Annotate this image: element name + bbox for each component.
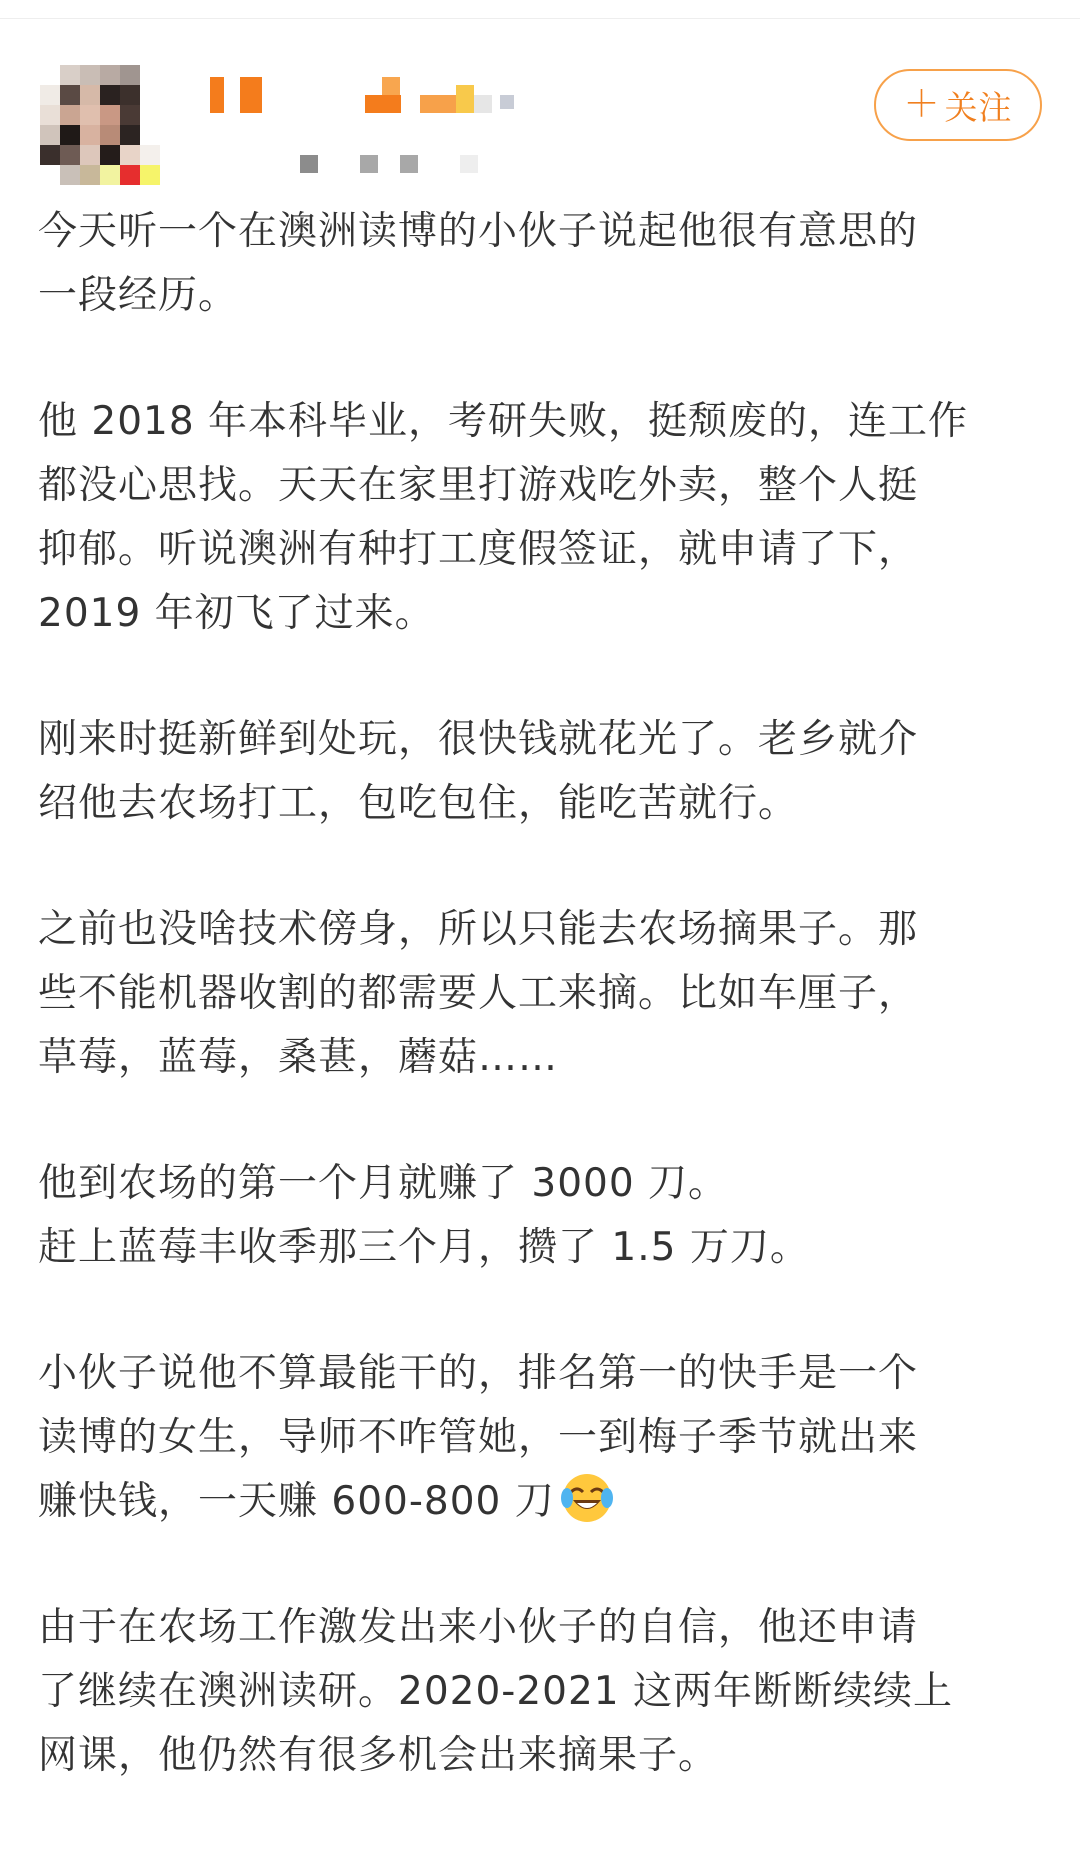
post-paragraph-2: [38, 390, 1048, 646]
text-line: 小伙子说他不算最能干的，排名第一的快手是一个: [38, 1351, 919, 1396]
text-line: 他 2018 年本科毕业，考研失败，挺颓废的，连工作: [38, 399, 969, 444]
text-line: 赶上蓝莓丰收季那三个月，攒了 1.5 万刀。: [38, 1225, 810, 1270]
text-line: 今天听一个在澳洲读博的小伙子说起他很有意思的: [38, 209, 919, 254]
post-content: [38, 200, 1048, 1850]
username-redacted[interactable]: [210, 77, 550, 117]
top-divider: [0, 0, 1080, 19]
text-line: 读博的女生，导师不咋管她，一到梅子季节就出来: [38, 1415, 919, 1460]
text-line: 草莓，蓝莓，桑葚，蘑菇……: [38, 1035, 559, 1080]
text-line: 之前也没啥技术傍身，所以只能去农场摘果子。那: [38, 907, 919, 952]
post-paragraph-6: [38, 1342, 1048, 1534]
post-paragraph-3: [38, 708, 1048, 836]
post-paragraph-4: [38, 898, 1048, 1090]
text-line: 2019 年初飞了过来。: [38, 591, 435, 636]
text-line: 网课，他仍然有很多机会出来摘果子。: [38, 1733, 719, 1778]
follow-button[interactable]: [874, 69, 1042, 141]
post-meta-redacted: [300, 155, 560, 175]
text-line: 了继续在澳洲读研。2020-2021 这两年断断续续上: [38, 1669, 953, 1714]
post-header: [0, 55, 1080, 185]
text-line-with-emoji: [38, 1470, 1048, 1534]
text-line: 他到农场的第一个月就赚了 3000 刀。: [38, 1161, 729, 1206]
text-line: 赚快钱，一天赚 600-800 刀: [38, 1479, 555, 1524]
text-line: 一段经历。: [38, 273, 239, 318]
text-line: 绍他去农场打工，包吃包住，能吃苦就行。: [38, 781, 799, 826]
post-paragraph-1: [38, 200, 1048, 328]
text-line: 都没心思找。天天在家里打游戏吃外卖，整个人挺: [38, 463, 919, 508]
text-line: 抑郁。听说澳洲有种打工度假签证，就申请了下，: [38, 527, 919, 572]
avatar[interactable]: [40, 65, 160, 185]
text-line: 刚来时挺新鲜到处玩，很快钱就花光了。老乡就介: [38, 717, 919, 762]
follow-label: 关注: [944, 87, 1013, 127]
post-paragraph-7: [38, 1596, 1048, 1788]
plus-icon: ＋: [903, 84, 941, 125]
text-line: 些不能机器收割的都需要人工来摘。比如车厘子，: [38, 971, 919, 1016]
laughing-crying-emoji-icon: [561, 1472, 613, 1524]
post-paragraph-5: [38, 1152, 1048, 1280]
text-line: 由于在农场工作激发出来小伙子的自信，他还申请: [38, 1605, 919, 1650]
